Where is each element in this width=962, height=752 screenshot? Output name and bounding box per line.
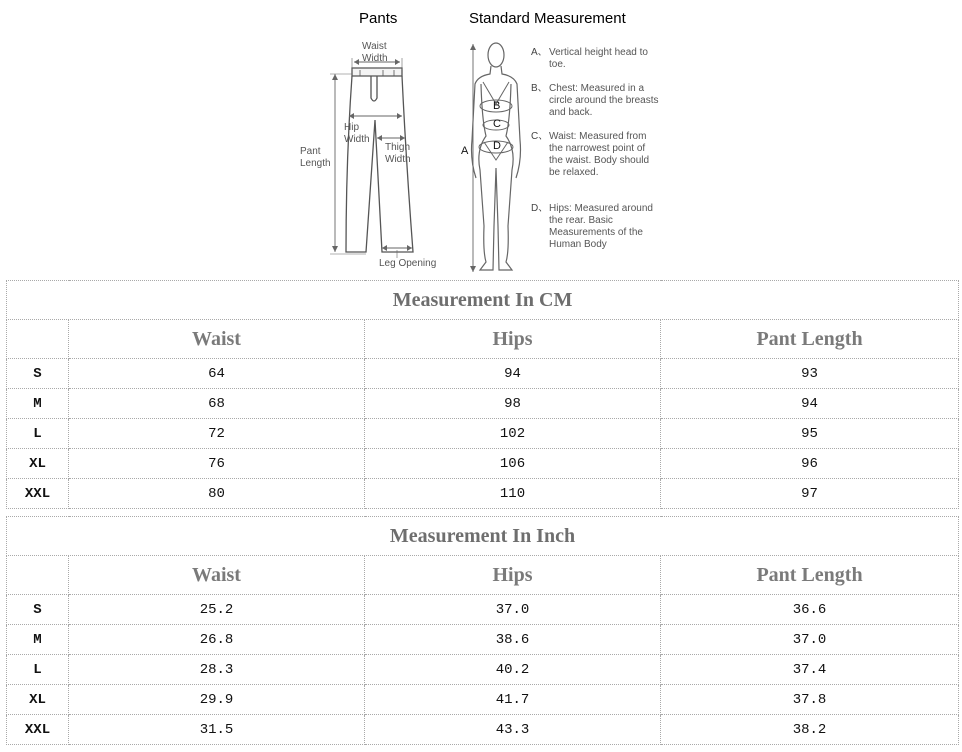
size-cell: XL bbox=[7, 449, 69, 479]
table-title-row bbox=[7, 517, 959, 556]
table-cell: 28.3 bbox=[69, 655, 365, 685]
column-header bbox=[7, 320, 69, 359]
table-cell: 36.6 bbox=[661, 595, 959, 625]
size-cell: S bbox=[7, 359, 69, 389]
table-row bbox=[7, 479, 959, 509]
note-d-key: D、 bbox=[531, 203, 549, 214]
table-cell: 25.2 bbox=[69, 595, 365, 625]
table-row bbox=[7, 449, 959, 479]
marker-d: D bbox=[493, 140, 501, 152]
column-header: Hips bbox=[365, 320, 661, 359]
table-title-row bbox=[7, 281, 959, 320]
note-d bbox=[531, 203, 661, 251]
column-header: Pant Length bbox=[661, 556, 959, 595]
size-cell: XL bbox=[7, 685, 69, 715]
table-cell: 38.2 bbox=[661, 715, 959, 745]
table-cell: 68 bbox=[69, 389, 365, 419]
waist-width-label: Waist Width bbox=[362, 41, 388, 64]
table-row bbox=[7, 595, 959, 625]
table-cell: 93 bbox=[661, 359, 959, 389]
table-cell: 29.9 bbox=[69, 685, 365, 715]
body-illustration bbox=[472, 43, 521, 270]
table-cell: 38.6 bbox=[365, 625, 661, 655]
pant-length-label: Pant Length bbox=[300, 146, 331, 169]
table-cell: 72 bbox=[69, 419, 365, 449]
table-cell: 37.8 bbox=[661, 685, 959, 715]
table-cell: 97 bbox=[661, 479, 959, 509]
diagram-illustration bbox=[0, 0, 962, 278]
note-c bbox=[531, 131, 661, 179]
measurement-diagram bbox=[0, 0, 962, 278]
inch-size-table bbox=[6, 516, 959, 745]
note-d-text: Hips: Measured around the rear. Basic Measurements of the Human Body bbox=[549, 203, 653, 250]
size-cell: S bbox=[7, 595, 69, 625]
note-b-key: B、 bbox=[531, 83, 548, 94]
marker-b: B bbox=[493, 100, 501, 112]
table-cell: 64 bbox=[69, 359, 365, 389]
table-cell: 95 bbox=[661, 419, 959, 449]
table-cell: 76 bbox=[69, 449, 365, 479]
table-title: Measurement In CM bbox=[7, 281, 959, 320]
table-cell: 31.5 bbox=[69, 715, 365, 745]
pants-heading: Pants bbox=[359, 10, 398, 27]
table-header-row bbox=[7, 320, 959, 359]
marker-c: C bbox=[493, 118, 501, 130]
table-cell: 41.7 bbox=[365, 685, 661, 715]
table-cell: 110 bbox=[365, 479, 661, 509]
table-cell: 94 bbox=[661, 389, 959, 419]
marker-a: A bbox=[461, 145, 469, 157]
table-cell: 40.2 bbox=[365, 655, 661, 685]
thigh-width-label: Thigh Width bbox=[385, 142, 411, 165]
leg-opening-label: Leg Opening bbox=[379, 258, 437, 269]
table-cell: 80 bbox=[69, 479, 365, 509]
note-b bbox=[531, 83, 661, 119]
cm-size-table bbox=[6, 280, 959, 509]
table-row bbox=[7, 625, 959, 655]
table-row bbox=[7, 655, 959, 685]
table-cell: 37.0 bbox=[365, 595, 661, 625]
hip-width-label: Hip Width bbox=[344, 122, 370, 145]
table-title: Measurement In Inch bbox=[7, 517, 959, 556]
column-header: Waist bbox=[69, 320, 365, 359]
size-cell: L bbox=[7, 655, 69, 685]
table-cell: 102 bbox=[365, 419, 661, 449]
note-c-text: Waist: Measured from the narrowest point of the waist. Body should be relaxed. bbox=[549, 131, 650, 178]
note-b-text: Chest: Measured in a circle around the breasts and back. bbox=[549, 83, 659, 118]
table-cell: 43.3 bbox=[365, 715, 661, 745]
height-line bbox=[470, 44, 476, 272]
table-cell: 37.4 bbox=[661, 655, 959, 685]
table-cell: 106 bbox=[365, 449, 661, 479]
table-cell: 94 bbox=[365, 359, 661, 389]
size-cell: M bbox=[7, 389, 69, 419]
table-cell: 37.0 bbox=[661, 625, 959, 655]
size-cell: M bbox=[7, 625, 69, 655]
size-cell: XXL bbox=[7, 479, 69, 509]
table-cell: 96 bbox=[661, 449, 959, 479]
table-row bbox=[7, 419, 959, 449]
table-row bbox=[7, 389, 959, 419]
table-cell: 98 bbox=[365, 389, 661, 419]
column-header: Pant Length bbox=[661, 320, 959, 359]
note-c-key: C、 bbox=[531, 131, 549, 142]
column-header: Waist bbox=[69, 556, 365, 595]
standard-measurement-heading: Standard Measurement bbox=[469, 10, 626, 27]
column-header bbox=[7, 556, 69, 595]
size-cell: XXL bbox=[7, 715, 69, 745]
note-a-key: A、 bbox=[531, 47, 548, 58]
table-row bbox=[7, 685, 959, 715]
table-row bbox=[7, 715, 959, 745]
size-cell: L bbox=[7, 419, 69, 449]
column-header: Hips bbox=[365, 556, 661, 595]
table-cell: 26.8 bbox=[69, 625, 365, 655]
note-a bbox=[531, 47, 661, 71]
table-row bbox=[7, 359, 959, 389]
table-header-row bbox=[7, 556, 959, 595]
note-a-text: Vertical height head to toe. bbox=[549, 47, 648, 70]
